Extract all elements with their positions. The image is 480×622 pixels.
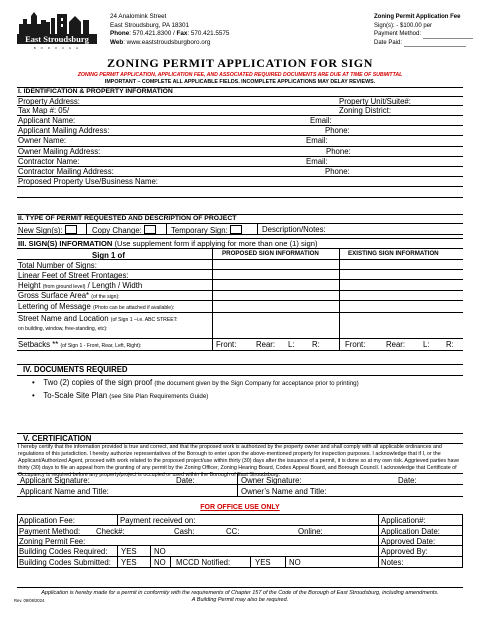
applicant-name-title-label[interactable]: Applicant Name and Title:: [20, 487, 109, 496]
contractor-name-label[interactable]: Contractor Name:: [18, 157, 80, 166]
owner-date-label[interactable]: Date:: [398, 476, 417, 485]
office-approved-by[interactable]: Approved By:: [381, 547, 428, 556]
address-line2: East Stroudsburg, PA 18301: [110, 21, 189, 29]
new-signs-checkbox[interactable]: [65, 225, 77, 234]
payment-method-field[interactable]: [423, 32, 473, 39]
total-signs-label[interactable]: Total Number of Signs:: [18, 261, 97, 270]
bcr-no[interactable]: NO: [154, 547, 166, 556]
logo-graphic: [17, 10, 97, 50]
applicant-signature-label[interactable]: Applicant Signature:: [20, 476, 90, 485]
existing-rear[interactable]: Rear:: [386, 340, 406, 349]
existing-front[interactable]: Front:: [345, 340, 366, 349]
street-location-hint: on building, window, free-standing, etc):: [18, 326, 108, 332]
contractor-mailing-label[interactable]: Contractor Mailing Address:: [18, 167, 114, 176]
contractor-phone-label[interactable]: Phone:: [325, 167, 350, 176]
copy-change-option[interactable]: Copy Change:: [92, 225, 156, 235]
bcs-yes[interactable]: YES: [121, 558, 137, 567]
doc-required-2: • To-Scale Site Plan (see Site Plan Requirements Guide): [32, 391, 209, 400]
web-line: Web: www.eaststroudsburgboro.org: [110, 38, 211, 46]
applicant-email-label[interactable]: Email:: [310, 116, 332, 125]
important-notice: IMPORTANT – COMPLETE ALL APPLICABLE FIELDS. INCOMPLETE APPLICATIONS MAY DELAY REVIEWS.: [104, 79, 376, 85]
doc-required-1: • Two (2) copies of the sign proof (the document given by the Sign Company for acceptance prior to printing): [32, 378, 359, 387]
applicant-mailing-label[interactable]: Applicant Mailing Address:: [18, 126, 110, 135]
proposed-sign-col: PROPOSED SIGN INFORMATION: [222, 250, 319, 257]
bcs-no[interactable]: NO: [154, 558, 166, 567]
office-mccd-notified: MCCD Notified:: [176, 558, 231, 567]
section3-heading: III. SIGN(S) INFORMATION (Use supplement form if applying for more than one (1) sign): [18, 239, 318, 248]
owner-name-title-label[interactable]: Owner’s Name and Title:: [241, 487, 327, 496]
setbacks-label: Setbacks ** (of Sign 1 - Front, Rear, Left, Right):: [18, 340, 142, 349]
description-notes-label[interactable]: Description/Notes:: [262, 225, 326, 234]
fee-date-line: Date Paid:: [374, 39, 473, 48]
temporary-sign-checkbox[interactable]: [230, 225, 242, 234]
fee-title: Zoning Permit Application Fee: [374, 14, 461, 20]
revision-date: Rev. 09/08/2024: [14, 598, 45, 603]
street-location-label[interactable]: Street Name and Location (of Sign 1 –i.e. ABC STREET:: [18, 314, 178, 323]
phone-fax-line: Phone: 570.421.8300 / Fax: 570.421.5575: [110, 30, 230, 38]
height-length-width-label[interactable]: Height (from ground level) / Length / Width: [18, 281, 143, 290]
existing-right[interactable]: R:: [446, 340, 454, 349]
proposed-rear[interactable]: Rear:: [256, 340, 276, 349]
applicant-date-label[interactable]: Date:: [176, 476, 195, 485]
office-check[interactable]: Check#:: [96, 527, 125, 536]
office-building-codes-required: Building Codes Required:: [19, 547, 108, 556]
owner-mailing-label[interactable]: Owner Mailing Address:: [18, 147, 101, 156]
fee-payment-line: Payment Method:: [374, 30, 473, 39]
section5-heading: V. CERTIFICATION: [23, 434, 92, 443]
zoning-district-label[interactable]: Zoning District:: [339, 106, 391, 115]
mccd-no[interactable]: NO: [289, 558, 301, 567]
borough-address: [110, 13, 229, 47]
certification-text: I hereby certify that the information provided is true and correct, and that the proposed work is authorized by the property owner and shall comply with all applicable ordinances and regulations of this jurisdiction. I hereby authorize representatives of the Borough to enter upon the above-mentioned property for inspection purposes. I acknowledge that if I, or the Applicant/Authorized Agent, proceed with work related to the proposed project/use within thirty (30) days after the issuance of a permit, it is done so at my own risk. Aggrieved parties have thirty (30) days to file an appeal from the granting of any permit by the Zoning Officer, Zoning Hearing Board, Codes Appeal Board, and Borough Council. I acknowledge that Certificate of Occupancy is required before any property/project is occupied or used within the Borough of East Stroudsburg.: [18, 444, 460, 479]
submittal-notice: ZONING PERMIT APPLICATION, APPLICATION FEE, AND ASSOCIATED REQUIRED DOCUMENTS ARE DUE AT TIME OF SUBMITTAL: [77, 72, 403, 78]
address-line1: 24 Analomink Street: [110, 13, 167, 20]
office-payment-method[interactable]: Payment Method:: [19, 527, 81, 536]
property-unit-label[interactable]: Property Unit/Suite#:: [339, 97, 411, 106]
date-paid-field[interactable]: [404, 40, 466, 47]
borough-logo: [17, 10, 97, 50]
sign-of-label[interactable]: Sign 1 of: [92, 251, 125, 260]
owner-phone-label[interactable]: Phone:: [326, 147, 351, 156]
property-address-label[interactable]: Property Address:: [18, 97, 80, 106]
office-application-fee[interactable]: Application Fee:: [19, 516, 75, 525]
office-online[interactable]: Online:: [298, 527, 323, 536]
svg-text:East Stroudsburg: East Stroudsburg: [25, 34, 89, 44]
applicant-phone-label[interactable]: Phone:: [325, 126, 350, 135]
svg-text:B O R O U G H: B O R O U G H: [33, 46, 81, 50]
office-zoning-permit-fee[interactable]: Zoning Permit Fee:: [19, 537, 86, 546]
section1-heading: I. IDENTIFICATION & PROPERTY INFORMATION: [18, 88, 173, 95]
copy-change-checkbox[interactable]: [144, 225, 156, 234]
office-application-date[interactable]: Application Date:: [381, 527, 440, 536]
tax-map-label[interactable]: Tax Map #: 05/: [18, 106, 70, 115]
applicant-name-label[interactable]: Applicant Name:: [18, 116, 76, 125]
fee-box: [374, 13, 473, 47]
proposed-front[interactable]: Front:: [216, 340, 237, 349]
existing-left[interactable]: L:: [423, 340, 430, 349]
footer-text: Application is hereby made for a permit in conformity with the requirements of Chapter 157 of the Code of the Borough of East Stroudsburg, including amendments. A Building Permit may also be required.: [41, 590, 439, 603]
office-approved-date[interactable]: Approved Date:: [381, 537, 436, 546]
proposed-right[interactable]: R:: [312, 340, 320, 349]
owner-email-label[interactable]: Email:: [306, 136, 328, 145]
gross-surface-label[interactable]: Gross Surface Area* (of the sign):: [18, 291, 120, 300]
office-cash[interactable]: Cash:: [174, 527, 195, 536]
new-signs-option[interactable]: New Sign(s):: [18, 225, 77, 235]
office-building-codes-submitted: Building Codes Submitted:: [19, 558, 111, 567]
office-notes[interactable]: Notes:: [381, 558, 404, 567]
bcr-yes[interactable]: YES: [121, 547, 137, 556]
temporary-sign-option[interactable]: Temporary Sign:: [171, 225, 242, 235]
proposed-left[interactable]: L:: [288, 340, 295, 349]
proposed-use-label[interactable]: Proposed Property Use/Business Name:: [18, 177, 158, 186]
section2-heading: II. TYPE OF PERMIT REQUESTED AND DESCRIPTION OF PROJECT: [18, 215, 237, 222]
contractor-email-label[interactable]: Email:: [306, 157, 328, 166]
office-cc[interactable]: CC:: [226, 527, 240, 536]
lettering-label[interactable]: Lettering of Message (Photo can be attached if available):: [18, 302, 175, 311]
section4-heading: IV. DOCUMENTS REQUIRED: [23, 365, 128, 374]
owner-name-label[interactable]: Owner Name:: [18, 136, 67, 145]
office-use-heading: FOR OFFICE USE ONLY: [200, 504, 280, 511]
owner-signature-label[interactable]: Owner Signature:: [241, 476, 302, 485]
fee-sign-line: Sign(s): - $100.00 per: [374, 22, 433, 29]
office-payment-received[interactable]: Payment received on:: [120, 516, 196, 525]
linear-feet-label[interactable]: Linear Feet of Street Frontages:: [18, 271, 129, 280]
mccd-yes[interactable]: YES: [255, 558, 271, 567]
page-title: ZONING PERMIT APPLICATION FOR SIGN: [107, 56, 373, 70]
office-application-number[interactable]: Application#:: [381, 516, 426, 525]
existing-sign-col: EXISTING SIGN INFORMATION: [348, 250, 439, 257]
